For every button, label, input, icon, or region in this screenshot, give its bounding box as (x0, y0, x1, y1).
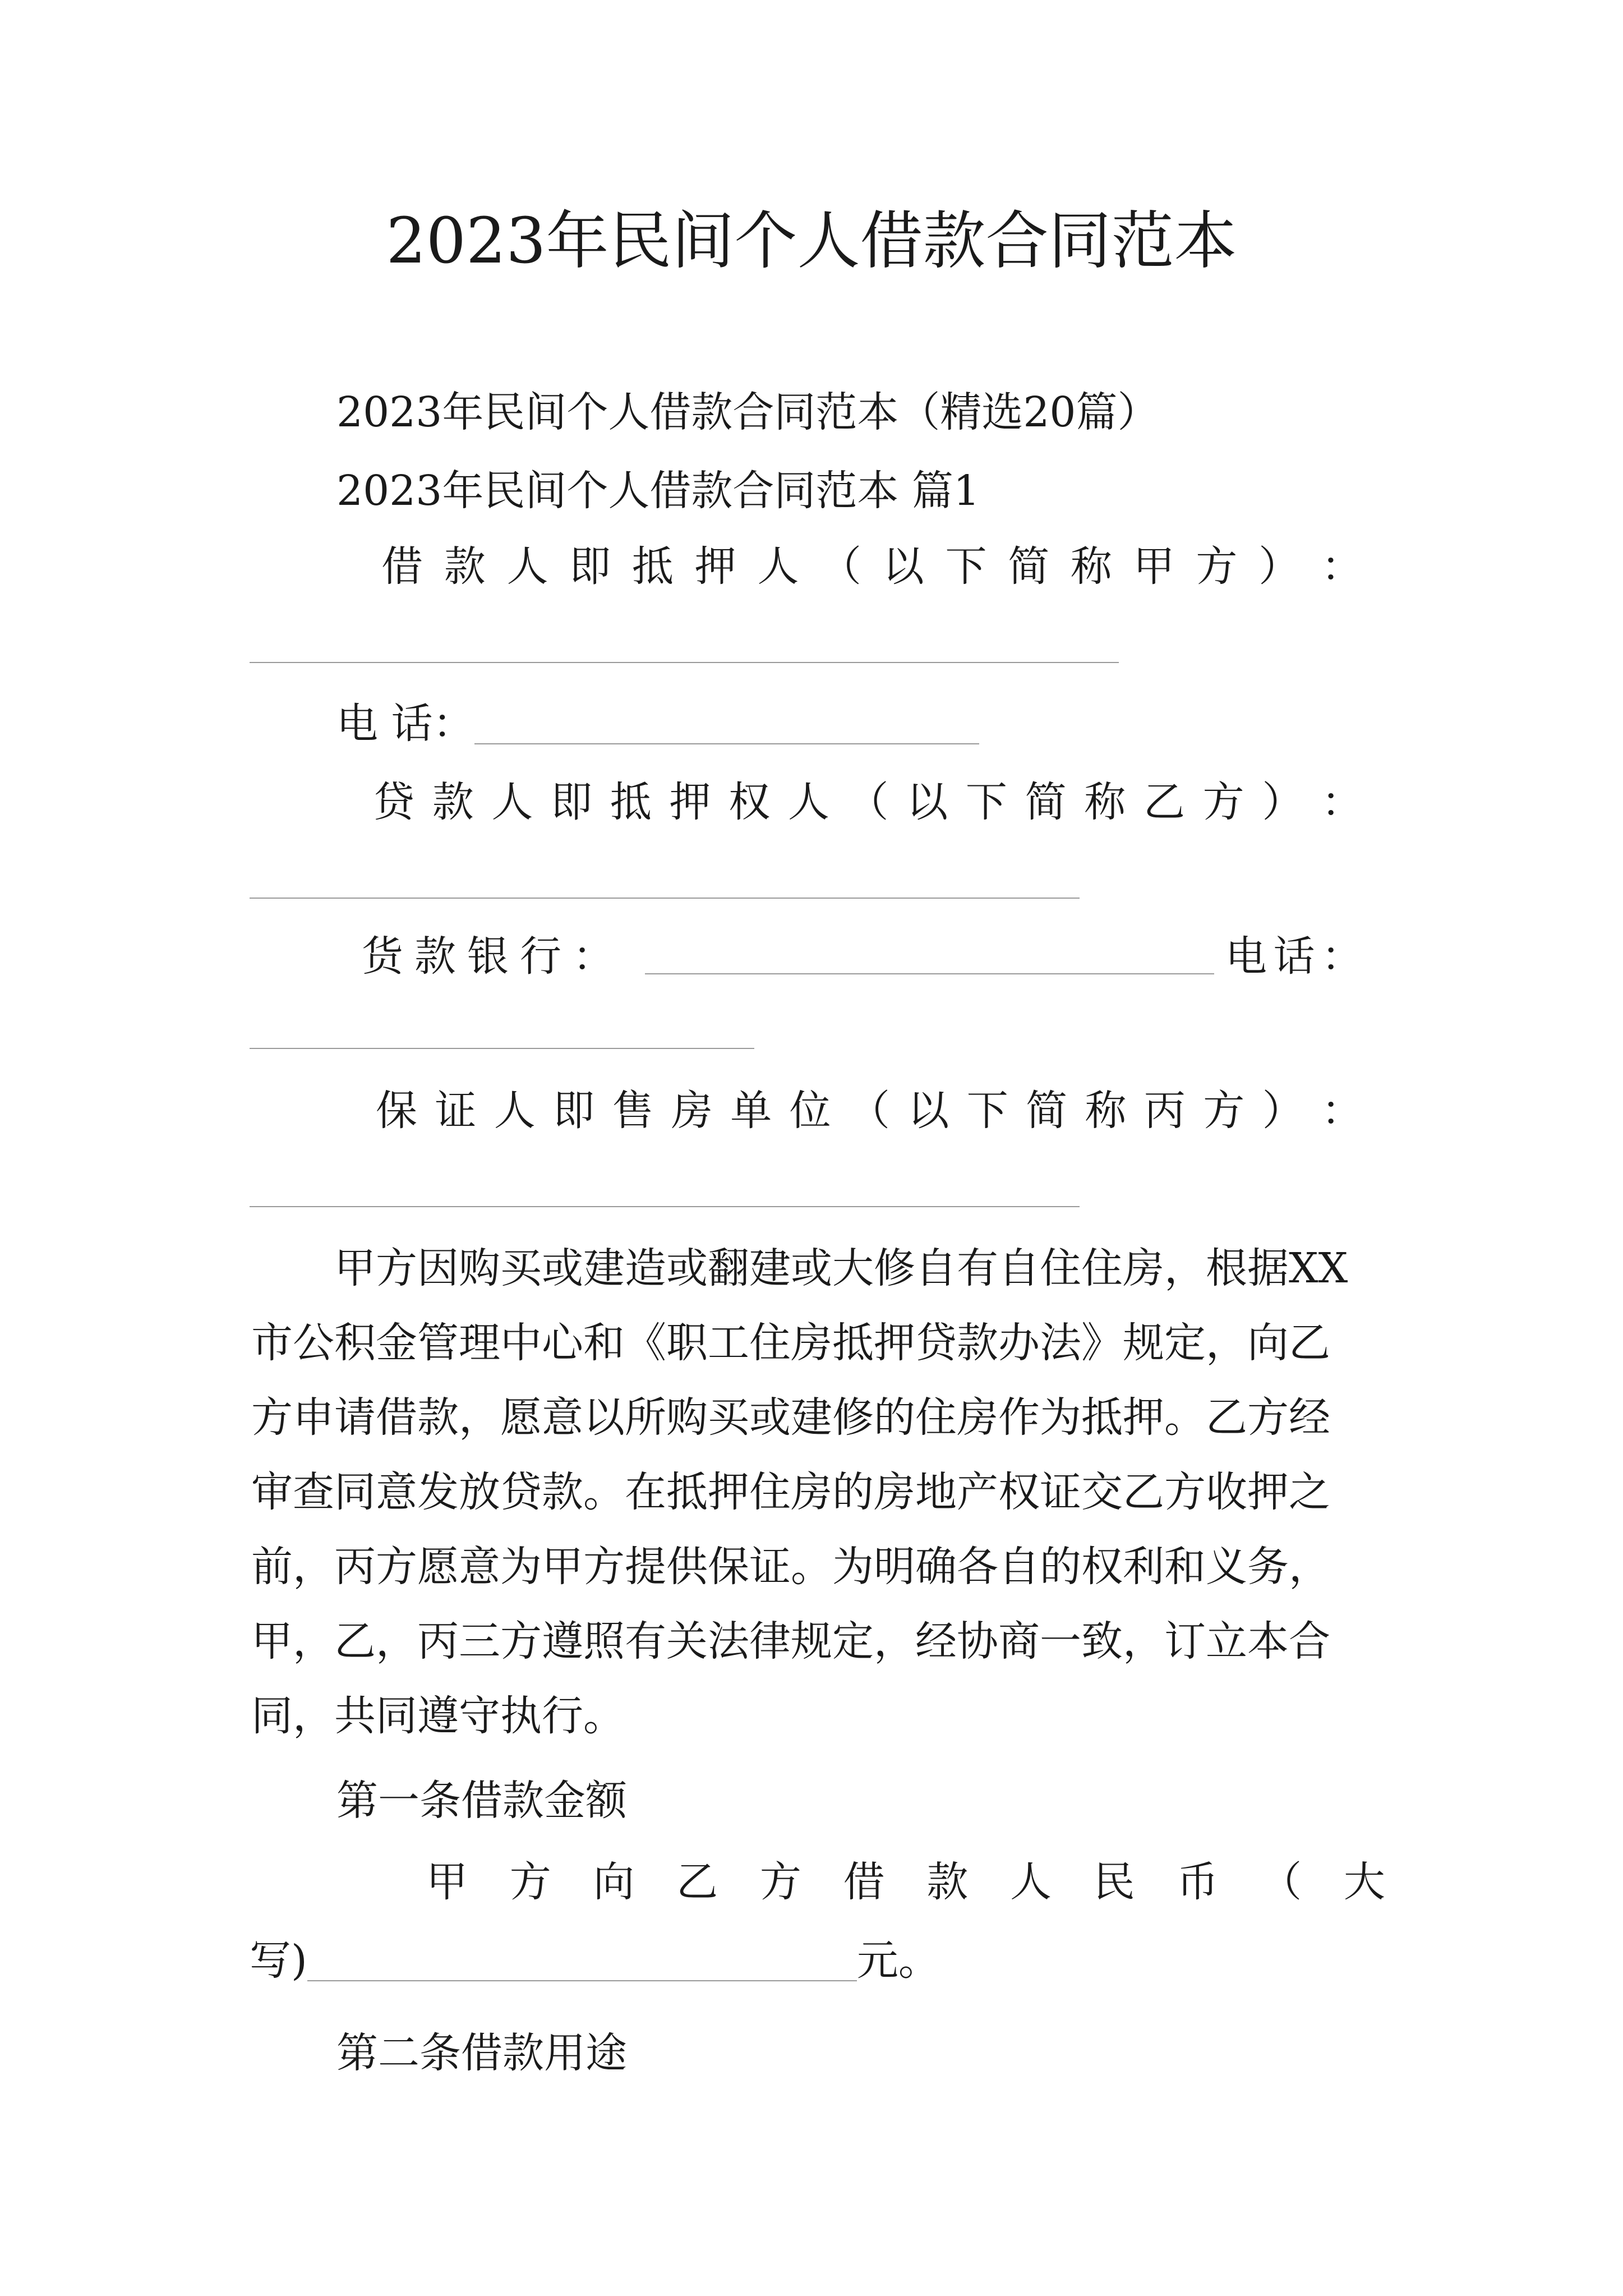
lender-char: 简 (1025, 778, 1067, 826)
lender-char: 权 (728, 778, 771, 826)
bank-label (362, 926, 614, 987)
bank-char: ： (573, 932, 614, 981)
guarantor-blank-line (250, 1206, 1080, 1207)
bank-phone-blank-line (250, 1048, 754, 1049)
borrower-blank-line (250, 662, 1119, 663)
amount-char: 人 (1010, 1858, 1052, 1906)
guarantor-char: 方 (1203, 1087, 1245, 1135)
borrower-char: 简 (1008, 542, 1050, 591)
bank-char: 行 (520, 932, 561, 981)
bank-char: 款 (414, 932, 456, 981)
amount-blank (307, 1941, 857, 1981)
bankphone-char: ： (1321, 932, 1363, 981)
guarantor-char: 称 (1085, 1087, 1127, 1135)
guarantor-char: 售 (612, 1087, 654, 1135)
guarantor-char: 即 (553, 1087, 595, 1135)
lender-char: 贷 (373, 778, 414, 826)
article-2-heading: 第二条借款用途 (336, 2029, 627, 2077)
guarantor-label (376, 1080, 1363, 1142)
bank-char: 银 (467, 932, 509, 981)
borrower-label (381, 536, 1363, 597)
lender-blank-line (250, 898, 1080, 899)
amount-char: （ (1260, 1858, 1302, 1906)
article-1-heading: 第一条借款金额 (336, 1777, 627, 1825)
body-line: 方申请借款，愿意以所购买或建修的住房作为抵押。乙方经 (251, 1393, 1330, 1442)
amount-char: 借 (843, 1858, 885, 1906)
lender-char: 乙 (1143, 778, 1185, 826)
amount-char: 甲 (426, 1858, 468, 1906)
lender-char: （ (847, 778, 889, 826)
borrower-char: 款 (444, 542, 486, 591)
bankphone-char: 电 (1225, 932, 1267, 981)
lender-char: 下 (965, 778, 1007, 826)
guarantor-char: 房 (671, 1087, 713, 1135)
borrower-char: 借 (381, 542, 423, 591)
guarantor-char: 保 (376, 1087, 417, 1135)
guarantor-char: 丙 (1144, 1087, 1186, 1135)
amount-char: 方 (759, 1858, 801, 1906)
amount-char: 大 (1343, 1858, 1385, 1906)
guarantor-char: ） (1262, 1087, 1304, 1135)
amount-char: 向 (593, 1858, 635, 1906)
lender-char: ： (1321, 778, 1363, 826)
lender-label (373, 771, 1363, 833)
guarantor-char: ： (1321, 1087, 1363, 1135)
borrower-char: 押 (694, 542, 736, 591)
lender-char: 方 (1202, 778, 1244, 826)
amount-suffix: 元。 (856, 1936, 940, 1985)
borrower-char: 人 (506, 542, 548, 591)
body-line: 甲，乙，丙三方遵照有关法律规定，经协商一致，订立本合 (251, 1617, 1330, 1665)
body-line: 前，丙方愿意为甲方提供保证。为明确各自的权利和义务， (251, 1543, 1330, 1591)
lender-char: 押 (669, 778, 711, 826)
amount-char: 币 (1177, 1858, 1219, 1906)
borrower-char: 人 (757, 542, 799, 591)
phone-line (336, 693, 979, 754)
borrower-char: 即 (569, 542, 611, 591)
borrower-char: 方 (1196, 542, 1238, 591)
amount-char: 乙 (676, 1858, 718, 1906)
borrower-char: 抵 (631, 542, 674, 591)
lender-char: ） (1262, 778, 1304, 826)
guarantor-char: 以 (907, 1087, 949, 1135)
borrower-char: ） (1258, 542, 1301, 591)
lender-char: 人 (491, 778, 533, 826)
section-heading: 2023年民间个人借款合同范本 篇1 (336, 467, 980, 515)
amount-label (426, 1851, 1385, 1913)
borrower-char: 甲 (1133, 542, 1175, 591)
guarantor-char: 证 (435, 1087, 477, 1135)
document-subtitle: 2023年民间个人借款合同范本（精选20篇） (336, 388, 1159, 436)
lender-char: 人 (787, 778, 829, 826)
borrower-char: 称 (1070, 542, 1112, 591)
body-line: 审查同意发放贷款。在抵押住房的房地产权证交乙方收押之 (251, 1468, 1330, 1516)
lender-char: 以 (906, 778, 948, 826)
amount-char: 款 (926, 1858, 969, 1906)
amount-line (250, 1930, 940, 1991)
lender-char: 即 (551, 778, 593, 826)
guarantor-char: 人 (494, 1087, 536, 1135)
guarantor-char: 简 (1026, 1087, 1068, 1135)
phone-label: 电 话： (336, 700, 474, 748)
bankphone-char: 话 (1273, 932, 1315, 981)
amount-char: 民 (1093, 1858, 1135, 1906)
borrower-char: ： (1321, 542, 1363, 591)
borrower-char: （ (820, 542, 862, 591)
guarantor-char: （ (849, 1087, 890, 1135)
lender-char: 称 (1084, 778, 1126, 826)
bank-phone-label (1225, 926, 1363, 987)
body-paragraph (251, 1231, 1390, 1754)
guarantor-char: 单 (730, 1087, 772, 1135)
body-line: 甲方因购买或建造或翻建或大修自有自住住房，根据XX (251, 1244, 1348, 1292)
amount-char: 方 (509, 1858, 551, 1906)
bank-blank-line (645, 973, 1214, 974)
lender-char: 抵 (610, 778, 652, 826)
document-title: 2023年民间个人借款合同范本 (386, 205, 1237, 278)
phone-blank (474, 704, 979, 744)
borrower-char: 下 (945, 542, 987, 591)
body-line: 同，共同遵守执行。 (251, 1692, 625, 1740)
bank-char: 货 (362, 932, 403, 981)
borrower-char: 以 (882, 542, 924, 591)
body-line: 市公积金管理中心和《职工住房抵押贷款办法》规定，向乙 (251, 1319, 1330, 1367)
guarantor-char: 下 (966, 1087, 1008, 1135)
lender-char: 款 (432, 778, 474, 826)
amount-prefix: 写) (250, 1936, 307, 1985)
guarantor-char: 位 (789, 1087, 831, 1135)
